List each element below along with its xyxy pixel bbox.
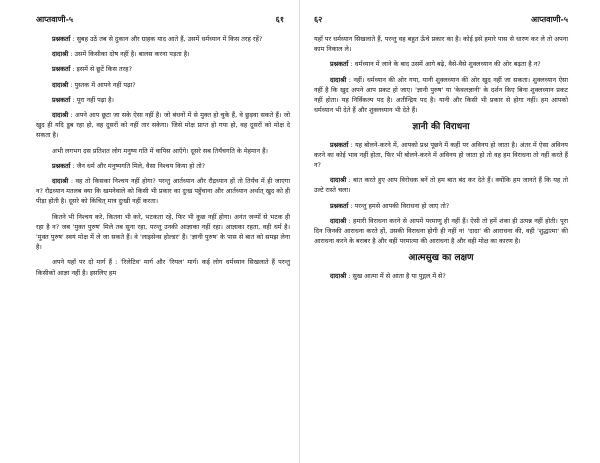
paragraph: [36, 64, 290, 74]
paragraph-text: : पूरा नहीं पढ़ा है।: [72, 95, 114, 104]
right-page-number: ६२: [314, 15, 323, 24]
paragraph-text: : नहीं। धर्मध्यान की ओर गया, यानी शुक्लध्यान की ओर खुद नहीं जा सकता। शुक्लध्यान ऐसा नहीं है कि खुद अपने आप प्रकट हो जाए। 'ज्ञानी पुरुष' या 'केवलज्ञानी' के दर्शन किए बिना शुक्लध्यान प्रकट नहीं होता। यह निर्विकल्प पद है। अतीन्द्रिय पद है। यानी और किसी भी प्रकार से होगा नहीं। हम आपको धर्मध्यान भी देते हैं और शुक्लध्यान भी देते हैं।: [314, 75, 568, 115]
left-page-header: [36, 14, 290, 28]
paragraph: [36, 176, 290, 207]
section-heading: आत्मसुख का लक्षण: [408, 253, 474, 264]
section-heading: ज्ञानी की विराधना: [412, 122, 470, 133]
paragraph: [314, 271, 568, 281]
paragraph-text: : हमारी विराधना करने से आपमें परमाणु ही नहीं हैं। ऐसी तो हमें शंका ही उत्पन्न नहीं होती। पूरा दिन जिनकी आराधना करते हों, उसकी विराधना होगी ही नहीं न! 'दादा' की आराधना की, वही 'शुद्धात्मा' की आराधना करने के बराबर है और वही परमात्मा की आराधना है और वही मोक्ष का कारण है।: [314, 216, 568, 246]
paragraph-text: : जैन धर्म और मनुष्यगति मिले, वैसा निश्चय किया हो तो?: [72, 161, 206, 170]
paragraph: [36, 34, 290, 44]
paragraph-text: : उसमें किसीका दोष नहीं है। बालस करना पड़ता है।: [70, 50, 190, 59]
paragraph-text: : सुख आत्मा में से आता है या पुद्गल में से?: [348, 271, 446, 280]
paragraph: [36, 257, 290, 277]
speaker-label: दादाश्री: [52, 50, 69, 59]
paragraph: [314, 75, 568, 116]
paragraph-text: : इसमें से छूटें किस तरह?: [72, 65, 132, 74]
paragraph: [314, 59, 568, 69]
paragraph: [314, 216, 568, 247]
paragraph: [36, 110, 290, 141]
left-page-body: [36, 34, 290, 278]
left-header-title: आप्तवाणी-५: [36, 15, 74, 24]
speaker-label: दादाश्री: [52, 80, 69, 89]
paragraph-text: : पुस्तक में आपने नहीं पढ़ा?: [70, 80, 136, 89]
paragraph: [36, 95, 290, 105]
right-header-title: आप्तवाणी-५: [530, 15, 568, 24]
speaker-label: दादाश्री: [330, 176, 347, 185]
speaker-label: प्रश्नकर्ता: [330, 140, 349, 149]
paragraph-text: यहाँ पर धर्मध्यान सिखलाते हैं, परन्तु वह बहुत ऊँचे प्रकार का है। कोई इसे हमारे पास से धारण कर ले तो अपना काम निकाल ले।: [314, 35, 568, 54]
paragraph: [36, 49, 290, 59]
speaker-label: प्रश्नकर्ता: [52, 65, 71, 74]
paragraph: [36, 161, 290, 171]
paragraph: [314, 201, 568, 211]
right-page-body: [314, 34, 568, 281]
speaker-label: प्रश्नकर्ता: [52, 161, 71, 170]
paragraph: [314, 34, 568, 54]
speaker-label: दादाश्री: [52, 111, 69, 120]
paragraph-text: : परन्तु हमसे आपकी विराधना हो जाए तो?: [350, 201, 450, 210]
speaker-label: दादाश्री: [330, 75, 347, 84]
speaker-label: प्रश्नकर्ता: [330, 60, 349, 69]
paragraph-text: अभी लगभग दस प्रतिशत लोग मनुष्य गति में वापिस आएँगे। दूसरे सब तिर्यंचगति के मेहमान हैं।: [52, 146, 268, 155]
speaker-label: दादाश्री: [330, 216, 347, 225]
speaker-label: दादाश्री: [52, 177, 69, 186]
paragraph-text: कितने भी निश्चय करे, कितना भी करे, भटकता रहे, फिर भी कुछ नहीं होगा। अनंत जन्मों से भटक ही रहा है न? जब 'मुक्त पुरुष' मिले तब सुना रहा, परन्तु उनकी आज्ञाका नहीं रहा। आज्ञाका रहता, वही धर्म है। 'मुक्त पुरुष' स्वयं मोक्ष में ले जा सकते हैं। वे 'लाइसेन्स होल्डर' हैं। 'ज्ञानी पुरुष' के पास से बात को समझ लेना है।: [36, 212, 290, 252]
paragraph: [36, 146, 290, 156]
paragraph-text: : सुबह उठें तब से दुकान और ग्राहक याद आते हैं, उसमें धर्मध्यान में किस तरह रहें?: [72, 35, 263, 43]
speaker-label: प्रश्नकर्ता: [330, 201, 349, 210]
paragraph: [36, 80, 290, 90]
speaker-label: प्रश्नकर्ता: [52, 35, 71, 43]
speaker-label: दादाश्री: [330, 271, 347, 280]
paragraph-text: : यह बोलने-करने में, आपको प्रश्न पूछने में कहीं पर अविनय हो जाता है। अंतर में ऐसा अविनय करने का कोई भाव नहीं होता, फिर भी बोलने-करने में अविनय हो जाता हो तो वह हम विराधना तो नहीं करते हैं न?: [314, 140, 568, 170]
paragraph-text: : वह तो किसका निश्चय नहीं होगा? परन्तु आर्तध्यान और रौद्रध्यान हों तो तिर्यंच में ही जाएगा न? रौद्रध्यान मतलब क्या कि खमनेवाले को किसी भी प्रकार का दुःख पहुँचाना और आर्तध्यान अर्थात् खुद को ही पीड़ा होती है। दूसरे को किंचित् मात्र दुःखी नहीं करता।: [36, 177, 290, 206]
right-page: [300, 0, 600, 463]
paragraph-text: : धर्मध्यान में जाने के बाद उसमें आगे बढ़े, वैसे-वैसे शुक्लध्यान की ओर बढ़ता है न?: [350, 60, 541, 69]
paragraph: [314, 140, 568, 171]
paragraph-text: अपने यहाँ पर दो मार्ग हैं : 'रिलेटिव' मार्ग और 'रियल' मार्ग। कई लोग धर्मध्यान सिखलाते हैं परन्तु किसीको आज्ञा नहीं है। इसलिए हम: [36, 258, 290, 277]
paragraph-text: : अपने आप छूटा जा सके ऐसा नहीं है। जो बंधनों में से मुक्त हो चुके हैं, वे छुड़वा सकते हैं। जो खुद ही यदि डूब रहा हो, वह दूसरों को नहीं तार सकेगा। जिसे मोक्ष प्राप्त हो गया हो, वह दूसरों को मोक्ष दे सकता है।: [36, 111, 290, 140]
paragraph: [314, 175, 568, 195]
left-page-number: ६१: [275, 15, 284, 24]
paragraph: [36, 212, 290, 253]
right-page-header: [314, 14, 568, 28]
paragraph-text: : बात करते हुए आप विरोधक बनें तो हम बात बंद कर देते हैं। क्योंकि हम जानते हैं कि यह तो उल्टे रास्ते चला।: [314, 176, 568, 195]
speaker-label: प्रश्नकर्ता: [52, 95, 71, 104]
